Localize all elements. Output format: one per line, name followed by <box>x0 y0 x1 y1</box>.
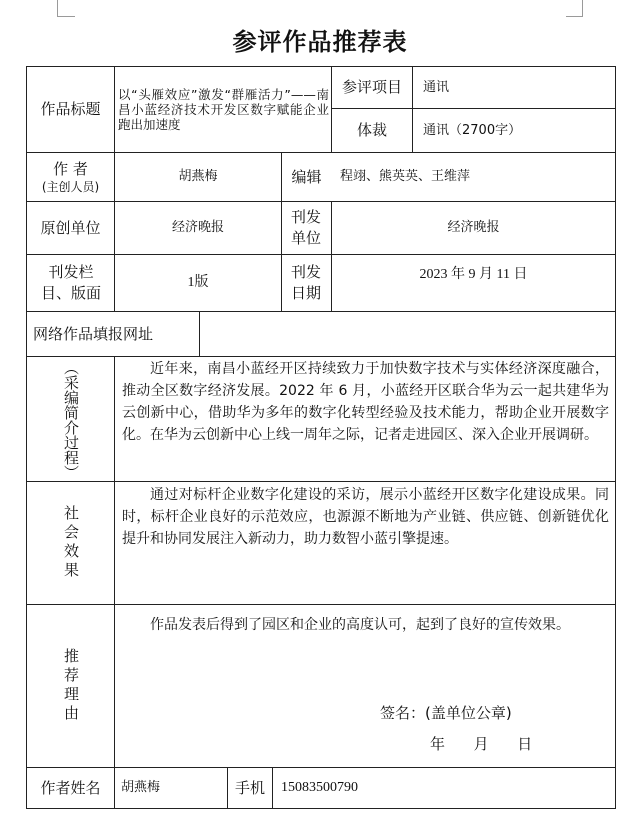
publish-unit-label: 刊发单位 <box>290 208 321 247</box>
effect-text: 通过对标杆企业数字化建设的采访，展示小蓝经开区数字化建设成果。同时，标杆企业良好的示范效应，也源源不断地为产业链、供应链、创新链优化提升和协同发展注入新动力，助力数智小蓝引擎提速。 <box>122 487 609 547</box>
unit-value: 经济晚报 <box>171 220 224 235</box>
unit-label: 原创单位 <box>40 218 101 237</box>
author-name-value: 胡燕梅 <box>121 780 161 795</box>
category-value: 通讯 <box>423 79 450 95</box>
column-label: 刊发栏目、版面 <box>40 263 101 302</box>
crop-mark <box>57 0 58 16</box>
effect-label <box>27 482 114 604</box>
intro-text: 近年来，南昌小蓝经开区持续致力于加快数字技术与实体经济深度融合，推动全区数字经济发展。2022 年 6 月，小蓝经开区联合华为云一起共建华为云创新中心，借助华为多年的数字化转型经验及技术能力，帮助企业开展数字化。在华为云创新中心上线一周年之际，记者走进园区、深入企业开展调研。 <box>122 361 609 443</box>
date-label: 刊发日期 <box>290 263 321 302</box>
genre-value: 通讯（2700字） <box>423 122 522 138</box>
publish-unit-value: 经济晚报 <box>447 220 500 235</box>
reason-text: 作品发表后得到了园区和企业的高度认可，起到了良好的宣传效果。 <box>150 617 570 633</box>
work-title-value: 以“头雁效应”激发“群雁活力”——南昌小蓝经济技术开发区数字赋能企业跑出加速度 <box>118 87 329 132</box>
author-label: 作 者 <box>53 160 88 178</box>
intro-label <box>27 357 114 481</box>
url-value[interactable] <box>200 312 615 356</box>
signature-date-line: 年 月 日 <box>430 735 533 753</box>
author-label-cell <box>27 153 114 201</box>
author-value: 胡燕梅 <box>178 169 218 184</box>
author-name-label: 作者姓名 <box>40 778 101 797</box>
column-value: 1版 <box>187 275 209 290</box>
work-title-label: 作品标题 <box>40 100 101 118</box>
signature-line: 签名：(盖单位公章) <box>380 704 512 722</box>
phone-value: 15083500790 <box>281 780 358 795</box>
category-label: 参评项目 <box>341 78 402 96</box>
date-value: 2023 年 9 月 11 日 <box>419 267 528 282</box>
intro-label-text: （采编简介过程） <box>62 360 80 480</box>
author-sublabel: (主创人员) <box>41 180 100 194</box>
reason-label <box>27 605 114 767</box>
reason-label-text: 推荐理由 <box>62 648 80 724</box>
editor-value: 程翊、熊英英、王维萍 <box>340 169 471 184</box>
crop-mark <box>582 0 583 16</box>
genre-label: 体裁 <box>356 121 387 139</box>
effect-label-text: 社会效果 <box>62 505 80 581</box>
editor-label: 编辑 <box>291 167 322 186</box>
url-label: 网络作品填报网址 <box>33 324 154 343</box>
crop-mark <box>57 16 75 17</box>
page-title: 参评作品推荐表 <box>232 28 408 56</box>
phone-label: 手机 <box>234 778 265 797</box>
crop-mark <box>566 16 583 17</box>
